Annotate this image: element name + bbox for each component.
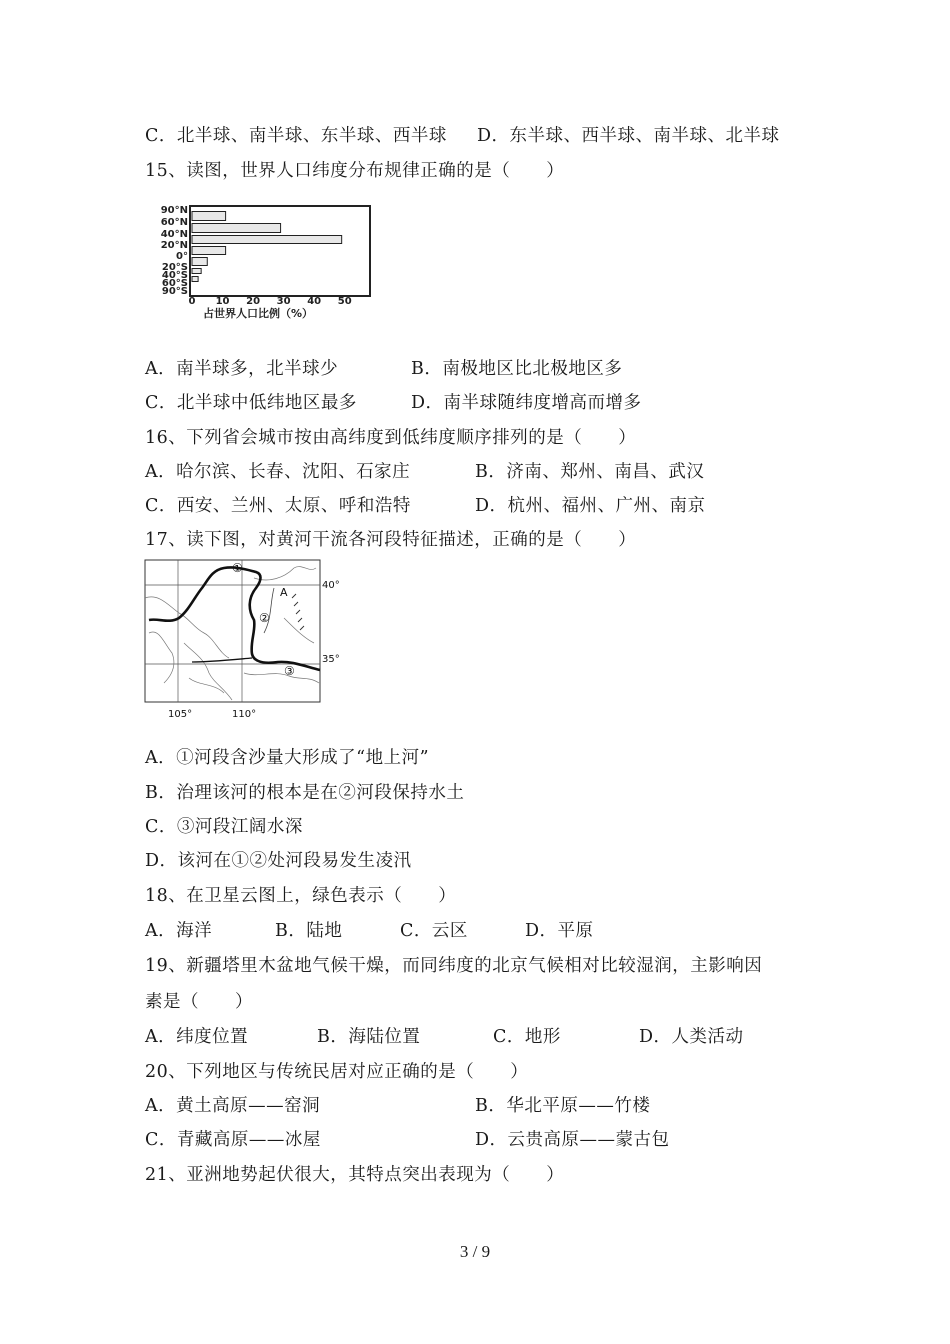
q16-option-c: C．西安、兰州、太原、呼和浩特 <box>145 496 411 516</box>
chart-y-tick-label: 40°S <box>161 270 188 281</box>
chart-bars <box>192 212 342 282</box>
q17-stem: 17、读下图，对黄河干流各河段特征描述，正确的是（ ） <box>145 530 637 550</box>
chart-x-ticks <box>189 296 352 307</box>
q18-option-b: B．陆地 <box>275 921 343 941</box>
q19-option-d: D．人类活动 <box>639 1027 744 1047</box>
q18-stem: 18、在卫星云图上，绿色表示（ ） <box>145 886 457 906</box>
q17-option-c: C．③河段江阔水深 <box>145 817 303 837</box>
q19-stem-line2: 素是（ ） <box>145 992 253 1012</box>
q20-option-b: B．华北平原——竹楼 <box>475 1096 651 1116</box>
map-mark-a: A <box>280 586 288 599</box>
q15-option-a: A．南半球多，北半球少 <box>145 359 339 379</box>
chart-bar <box>192 247 226 255</box>
chart-bar <box>192 224 281 233</box>
chart-y-tick-label: 20°N <box>160 240 188 251</box>
q20-option-d: D．云贵高原——蒙古包 <box>475 1130 670 1150</box>
chart-bar <box>192 277 198 282</box>
chart-y-tick-label: 60°N <box>160 217 188 228</box>
q15-option-d: D．南半球随纬度增高而增多 <box>411 393 642 413</box>
chart-bar <box>192 269 201 274</box>
chart-y-tick-label: 20°S <box>161 262 188 273</box>
chart-y-tick-label: 40°N <box>160 229 188 240</box>
q18-option-d: D．平原 <box>525 921 594 941</box>
q16-option-d: D．杭州、福州、广州、南京 <box>475 496 706 516</box>
map-lon-105: 105° <box>168 709 193 720</box>
q17-option-d: D．该河在①②处河段易发生凌汛 <box>145 851 412 871</box>
chart-x-axis-label: 占世界人口比例（%） <box>202 307 314 320</box>
chart-x-tick-label: 40 <box>307 296 322 307</box>
q20-option-c: C．青藏高原——冰屋 <box>145 1130 321 1150</box>
map-mark-1: ① <box>232 561 243 575</box>
q16-option-b: B．济南、郑州、南昌、武汉 <box>475 462 705 482</box>
chart-y-tick-label: 90°N <box>160 205 188 216</box>
map-lat-35: 35° <box>322 654 340 665</box>
q19-option-a: A．纬度位置 <box>145 1027 249 1047</box>
chart-y-tick-label: 60°S <box>161 278 188 289</box>
chart-bar <box>192 258 207 266</box>
q16-stem: 16、下列省会城市按由高纬度到低纬度顺序排列的是（ ） <box>145 428 637 448</box>
map-lat-40: 40° <box>322 580 340 591</box>
chart-x-tick-label: 30 <box>276 296 291 307</box>
yellow-river-map <box>144 558 354 723</box>
q16-option-a: A．哈尔滨、长春、沈阳、石家庄 <box>145 462 411 482</box>
chart-bar <box>192 236 342 244</box>
q19-stem-line1: 19、新疆塔里木盆地气候干燥，而同纬度的北京气候相对比较湿润，主影响因 <box>145 956 763 976</box>
chart-x-tick-label: 0 <box>188 296 196 307</box>
q15-stem: 15、读图，世界人口纬度分布规律正确的是（ ） <box>145 161 565 181</box>
chart-x-tick-label: 50 <box>337 296 352 307</box>
q18-option-c: C．云区 <box>400 921 468 941</box>
chart-x-tick-label: 20 <box>246 296 261 307</box>
q19-option-b: B．海陆位置 <box>317 1027 421 1047</box>
q21-stem: 21、亚洲地势起伏很大，其特点突出表现为（ ） <box>145 1165 565 1185</box>
population-latitude-chart <box>150 200 440 325</box>
q20-option-a: A．黄土高原——窑洞 <box>145 1096 321 1116</box>
chart-y-ticks <box>161 205 188 297</box>
chart-x-tick-label: 10 <box>215 296 230 307</box>
chart-y-tick-label: 90°S <box>161 286 188 297</box>
q17-option-b: B．治理该河的根本是在②河段保持水土 <box>145 783 465 803</box>
map-mark-2: ② <box>259 611 270 625</box>
q15-option-b: B．南极地区比北极地区多 <box>411 359 623 379</box>
chart-y-tick-label: 0° <box>176 251 188 262</box>
q17-option-a: A．①河段含沙量大形成了“地上河” <box>145 748 430 768</box>
q18-option-a: A．海洋 <box>145 921 213 941</box>
q15-option-c: C．北半球中低纬地区最多 <box>145 393 357 413</box>
q14-option-d: D．东半球、西半球、南半球、北半球 <box>477 126 780 146</box>
map-lon-110: 110° <box>232 709 257 720</box>
q20-stem: 20、下列地区与传统民居对应正确的是（ ） <box>145 1062 529 1082</box>
q14-option-c: C．北半球、南半球、东半球、西半球 <box>145 126 447 146</box>
page-number: 3 / 9 <box>459 1242 491 1261</box>
chart-bar <box>192 212 226 221</box>
map-mark-3: ③ <box>284 664 295 678</box>
q19-option-c: C．地形 <box>493 1027 561 1047</box>
